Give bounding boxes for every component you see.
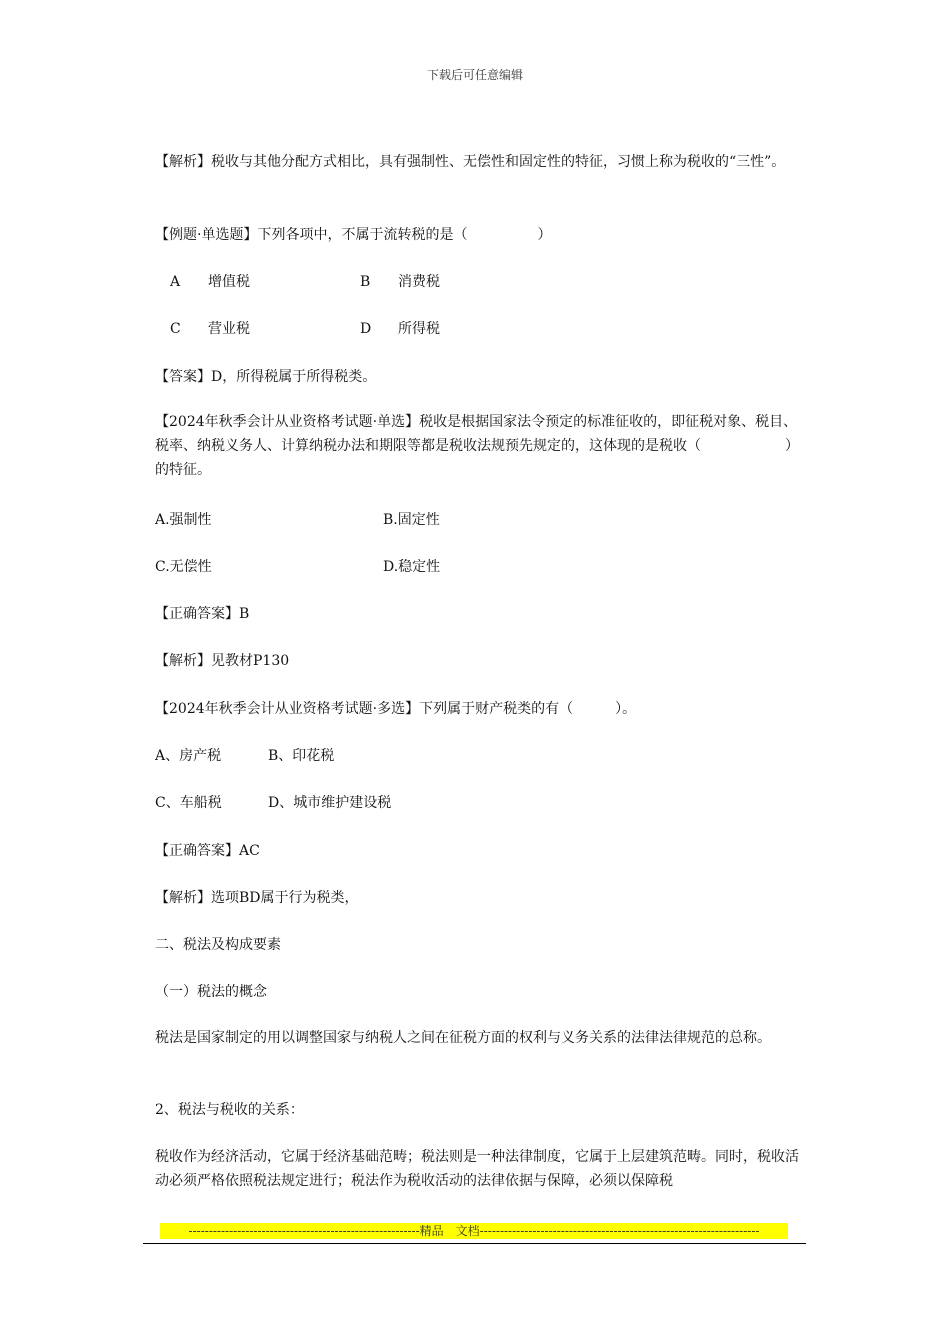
answer-1: 【答案】D，所得税属于所得税类。 (155, 369, 377, 385)
section-heading: 二、税法及构成要素 (155, 937, 281, 953)
q1-option-c-letter: C (170, 321, 181, 337)
question-3: 【2024年秋季会计从业资格考试题·多选】下列属于财产税类的有（ ）。 (155, 701, 637, 717)
question-1: 【例题·单选题】下列各项中，不属于流转税的是（ ） (155, 227, 552, 243)
answer-3: 【正确答案】AC (155, 843, 260, 859)
footer-divider (143, 1243, 806, 1244)
page-header: 下载后可任意编辑 (426, 68, 523, 82)
relation-heading: 2、税法与税收的关系： (155, 1102, 304, 1118)
q1-option-a-text: 增值税 (208, 274, 250, 290)
q1-option-a-letter: A (170, 274, 181, 290)
q2-option-a: A.强制性 (155, 512, 212, 528)
q2-option-c: C.无偿性 (155, 559, 212, 575)
q2-option-d: D.稳定性 (383, 559, 441, 575)
definition-paragraph: 税法是国家制定的用以调整国家与纳税人之间在征税方面的权利与义务关系的法律法律规范的总称。 (155, 1030, 771, 1046)
q3-option-d: D、城市维护建设税 (268, 795, 392, 811)
footer-banner: ---------------------------------------------------------精品 文档--------------------------------------------------------------------- (160, 1223, 788, 1239)
q3-option-b: B、印花税 (268, 748, 335, 764)
q2-option-b: B.固定性 (383, 512, 440, 528)
explanation-2: 【解析】见教材P130 (155, 653, 290, 669)
q3-option-c: C、车船税 (155, 795, 222, 811)
analysis-paragraph: 【解析】税收与其他分配方式相比，具有强制性、无偿性和固定性的特征，习惯上称为税收的“三性”。 (155, 154, 786, 170)
q1-option-b-letter: B (360, 274, 371, 290)
answer-2: 【正确答案】B (155, 606, 250, 622)
q3-option-a: A、房产税 (155, 748, 222, 764)
q1-option-b-text: 消费税 (398, 274, 440, 290)
q1-option-d-letter: D (360, 321, 372, 337)
q1-option-c-text: 营业税 (208, 321, 250, 337)
subsection-heading: （一）税法的概念 (155, 984, 267, 1000)
question-2: 【2024年秋季会计从业资格考试题·单选】税收是根据国家法令预定的标准征收的，即征税对象、税目、税率、纳税义务人、计算纳税办法和期限等都是税收法规预先规定的，这体现的是税收（ ）的特征。 (155, 414, 799, 478)
q1-option-d-text: 所得税 (398, 321, 440, 337)
explanation-3: 【解析】选项BD属于行为税类， (155, 890, 359, 906)
relation-paragraph: 税收作为经济活动，它属于经济基础范畴；税法则是一种法律制度，它属于上层建筑范畴。同时，税收活动必须严格依照税法规定进行；税法作为税收活动的法律依据与保障，必须以保障税 (155, 1149, 799, 1189)
